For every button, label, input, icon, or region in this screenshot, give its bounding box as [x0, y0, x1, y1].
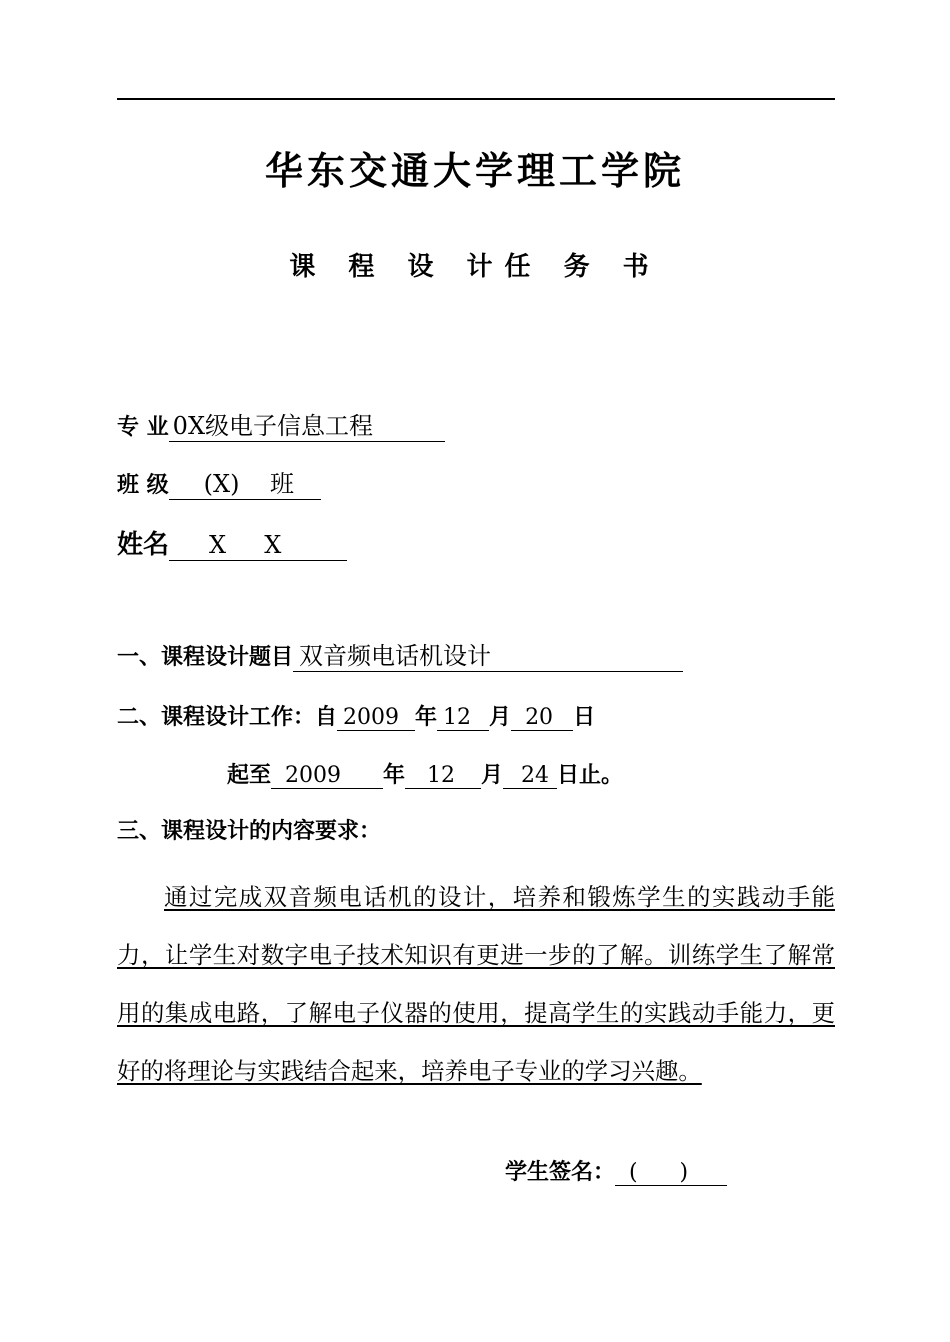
section2-label: 二、课程设计工作：	[117, 705, 316, 730]
from-year: 2009	[337, 705, 415, 731]
requirements-paragraph	[117, 868, 835, 1100]
to-year: 2009	[271, 763, 383, 789]
to-month: 12	[405, 763, 481, 789]
section2-line	[117, 700, 595, 731]
signature-label: 学生签名：	[505, 1160, 616, 1185]
major-line	[117, 410, 445, 442]
school-title: 华东交通大学理工学院	[264, 149, 685, 193]
signature-line	[505, 1155, 727, 1186]
topic-value: 双音频电话机设计	[293, 643, 683, 672]
document-title: 课 程 设 计任 务 书	[289, 252, 661, 282]
to-day: 24	[503, 763, 557, 789]
to-month-label: 月	[481, 763, 504, 788]
to-label: 起至	[227, 763, 272, 788]
top-rule	[117, 98, 835, 100]
major-label: 专 业	[117, 415, 169, 440]
from-month-label: 月	[489, 705, 512, 730]
from-label: 自	[315, 705, 338, 730]
from-day-label: 日	[573, 705, 596, 730]
section3-line	[117, 814, 381, 845]
end-label: 日止。	[557, 763, 624, 788]
class-line	[117, 468, 321, 500]
class-value: (X) 班	[169, 471, 321, 500]
name-label: 姓名	[117, 530, 170, 560]
major-value: 0X级电子信息工程	[169, 413, 445, 442]
from-month: 12	[437, 705, 489, 731]
section1-line	[117, 640, 683, 672]
section3-label: 三、课程设计的内容要求：	[117, 819, 382, 844]
from-day: 20	[511, 705, 573, 731]
requirements-text: 通过完成双音频电话机的设计，培养和锻炼学生的实践动手能力，让学生对数字电子技术知识有更进一步的了解。训练学生了解常用的集成电路，了解电子仪器的使用，提高学生的实践动手能力，更好的将理论与实践结合起来，培养电子专业的学习兴趣。	[117, 883, 835, 1085]
section1-label: 一、课程设计题目	[117, 645, 294, 670]
from-year-label: 年	[415, 705, 438, 730]
to-date-line	[227, 758, 623, 789]
to-year-label: 年	[383, 763, 406, 788]
name-value: X X	[169, 532, 347, 561]
name-line	[117, 524, 347, 561]
class-label: 班 级	[117, 473, 169, 498]
signature-field: ( )	[615, 1160, 727, 1186]
